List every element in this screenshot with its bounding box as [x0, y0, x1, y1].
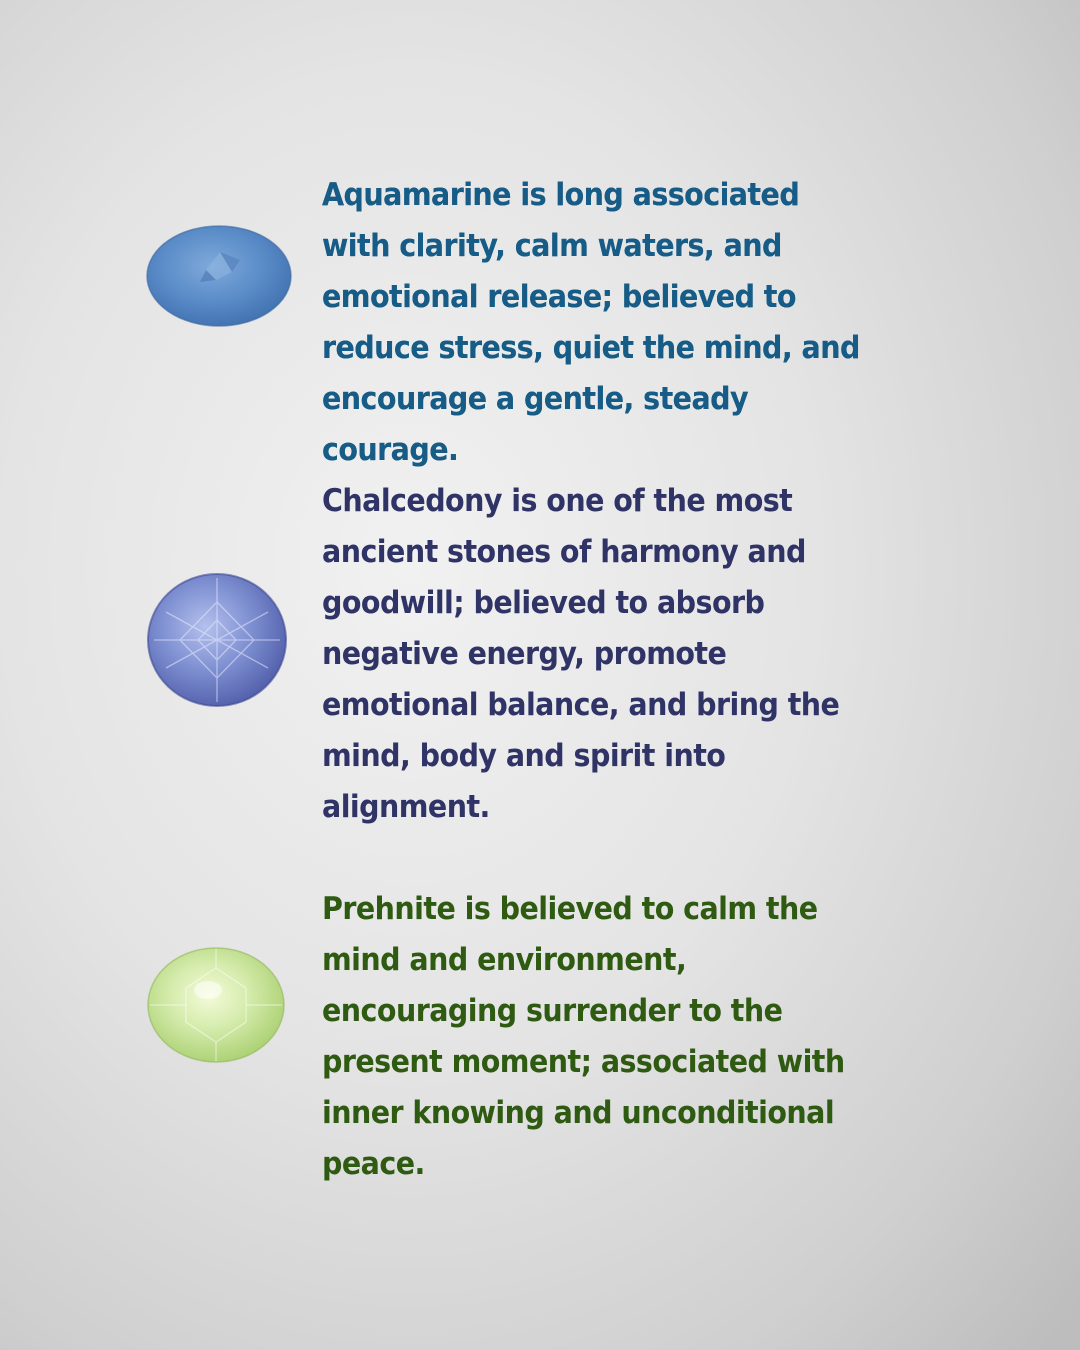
prehnite-gem-icon	[146, 946, 286, 1064]
prehnite-description: Prehnite is believed to calm the mind and environment, encouraging surrender to the present moment; associated with inner knowing and unconditional peace.	[322, 891, 845, 1182]
aquamarine-description: Aquamarine is long associated with clarity, calm waters, and emotional release; believed to reduce stress, quiet the mind, and encourage a gentle, steady courage.	[322, 170, 874, 476]
aquamarine-gem-icon	[144, 224, 294, 330]
chalcedony-description: Chalcedony is one of the most ancient stones of harmony and goodwill; believed to absorb negative energy, promote emotional balance, and bring the mind, body and spirit into alignment.	[322, 483, 840, 825]
chalcedony-gem-icon	[146, 572, 288, 708]
